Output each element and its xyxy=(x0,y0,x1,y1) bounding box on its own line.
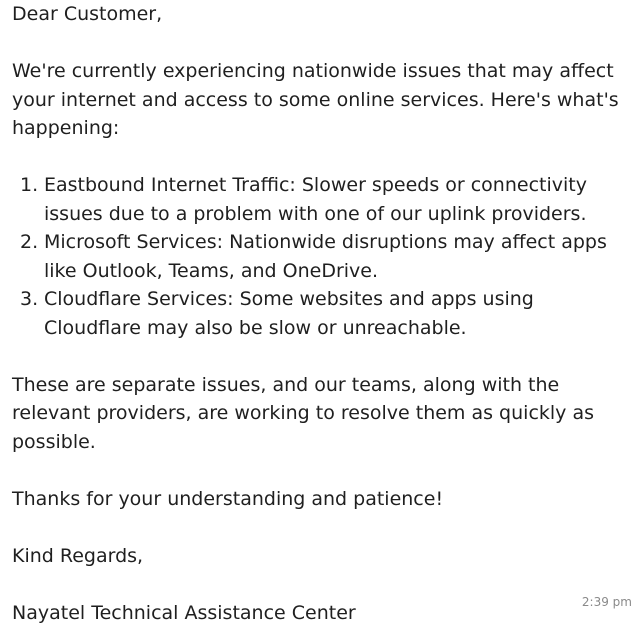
issue-number: 1. xyxy=(20,171,38,200)
intro-paragraph: We're currently experiencing nationwide issues that may affect your internet and access to some online services. Here's what's happening: xyxy=(12,57,630,143)
signature-line: Nayatel Technical Assistance Center xyxy=(12,599,630,627)
message-timestamp: 2:39 pm xyxy=(582,595,632,609)
spacer xyxy=(12,143,630,172)
issue-item xyxy=(12,171,630,228)
issue-text: Microsoft Services: Nationwide disruptions may affect apps like Outlook, Teams, and OneDrive. xyxy=(44,231,607,282)
issue-number: 3. xyxy=(20,285,38,314)
closing-line: Kind Regards, xyxy=(12,542,630,571)
message-body xyxy=(12,0,630,627)
issues-list xyxy=(12,171,630,342)
spacer xyxy=(12,342,630,371)
issue-item xyxy=(12,228,630,285)
status-paragraph: These are separate issues, and our teams, along with the relevant providers, are working to resolve them as quickly as possible. xyxy=(12,371,630,457)
issue-text: Eastbound Internet Traffic: Slower speeds or connectivity issues due to a problem with one of our uplink providers. xyxy=(44,174,587,225)
greeting: Dear Customer, xyxy=(12,0,630,29)
spacer xyxy=(12,513,630,542)
spacer xyxy=(12,456,630,485)
spacer xyxy=(12,29,630,58)
thanks-line: Thanks for your understanding and patience! xyxy=(12,485,630,514)
issue-text: Cloudflare Services: Some websites and apps using Cloudflare may also be slow or unreachable. xyxy=(44,288,534,339)
issue-number: 2. xyxy=(20,228,38,257)
issue-item xyxy=(12,285,630,342)
spacer xyxy=(12,570,630,599)
